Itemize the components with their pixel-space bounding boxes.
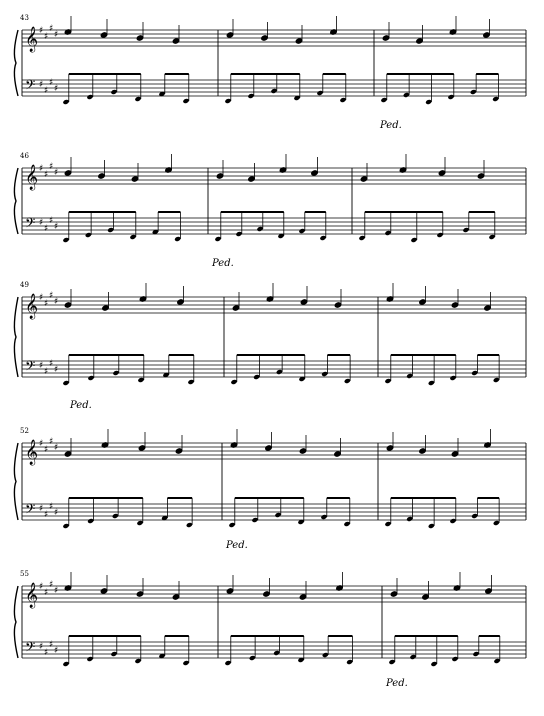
sharp-icon: ♯ [39,218,44,228]
bass-clef-icon: 𝄢 [25,501,36,520]
brace [14,168,18,234]
brace [14,30,18,96]
system-3 [14,281,526,411]
pedal-marking: Ped. [386,678,408,689]
sharp-icon: ♯ [44,588,49,598]
measure-number: 46 [20,152,29,160]
sharp-icon: ♯ [54,168,59,178]
system-4 [14,427,526,551]
sharp-icon: ♯ [54,297,59,307]
sharp-icon: ♯ [44,367,49,377]
system-1 [14,14,526,131]
bass-clef-icon: 𝄢 [25,639,36,658]
sharp-icon: ♯ [54,586,59,596]
sharp-icon: ♯ [49,359,54,369]
sharp-icon: ♯ [44,32,49,42]
sharp-icon: ♯ [49,580,54,590]
system-5 [14,570,526,689]
bass-staff [22,361,526,377]
sharp-icon: ♯ [54,443,59,453]
sharp-icon: ♯ [39,80,44,90]
measure-number: 52 [20,427,29,435]
bass-staff [22,504,526,520]
treble-clef-icon: 𝄞 [25,583,39,608]
sharp-icon: ♯ [54,646,59,656]
sharp-icon: ♯ [39,504,44,514]
bass-clef-icon: 𝄢 [25,215,36,234]
sharp-icon: ♯ [44,224,49,234]
sharp-icon: ♯ [49,291,54,301]
sharp-icon: ♯ [49,437,54,447]
bass-staff [22,642,526,658]
sharp-icon: ♯ [39,582,44,592]
sharp-icon: ♯ [54,365,59,375]
sharp-icon: ♯ [49,24,54,34]
sharp-icon: ♯ [44,86,49,96]
system-2 [14,152,526,269]
bass-staff [22,80,526,96]
treble-clef-icon: 𝄞 [25,27,39,52]
pedal-marking: Ped. [70,400,92,411]
brace [14,443,18,520]
sharp-icon: ♯ [39,439,44,449]
brace [14,297,18,377]
sharp-icon: ♯ [54,508,59,518]
treble-staff [22,443,526,459]
pedal-marking: Ped. [226,540,248,551]
measure-number: 55 [20,570,29,578]
sharp-icon: ♯ [49,162,54,172]
sharp-icon: ♯ [44,299,49,309]
sharp-icon: ♯ [49,502,54,512]
sharp-icon: ♯ [49,78,54,88]
sharp-icon: ♯ [54,84,59,94]
sharp-icon: ♯ [49,640,54,650]
treble-clef-icon: 𝄞 [25,165,39,190]
pedal-marking: Ped. [380,120,402,131]
sharp-icon: ♯ [39,26,44,36]
sharp-icon: ♯ [39,361,44,371]
sharp-icon: ♯ [44,510,49,520]
measure-number: 49 [20,281,29,289]
sharp-icon: ♯ [39,642,44,652]
brace [14,586,18,658]
sharp-icon: ♯ [54,30,59,40]
bass-staff [22,218,526,234]
sharp-icon: ♯ [49,216,54,226]
treble-staff [22,297,526,313]
treble-clef-icon: 𝄞 [25,294,39,319]
treble-staff [22,168,526,184]
treble-staff [22,586,526,602]
sharp-icon: ♯ [44,170,49,180]
sharp-icon: ♯ [39,293,44,303]
measure-number: 43 [20,14,29,22]
sharp-icon: ♯ [54,222,59,232]
bass-clef-icon: 𝄢 [25,77,36,96]
sharp-icon: ♯ [39,164,44,174]
sharp-icon: ♯ [44,648,49,658]
sharp-icon: ♯ [44,445,49,455]
pedal-marking: Ped. [212,258,234,269]
bass-clef-icon: 𝄢 [25,358,36,377]
treble-clef-icon: 𝄞 [25,440,39,465]
